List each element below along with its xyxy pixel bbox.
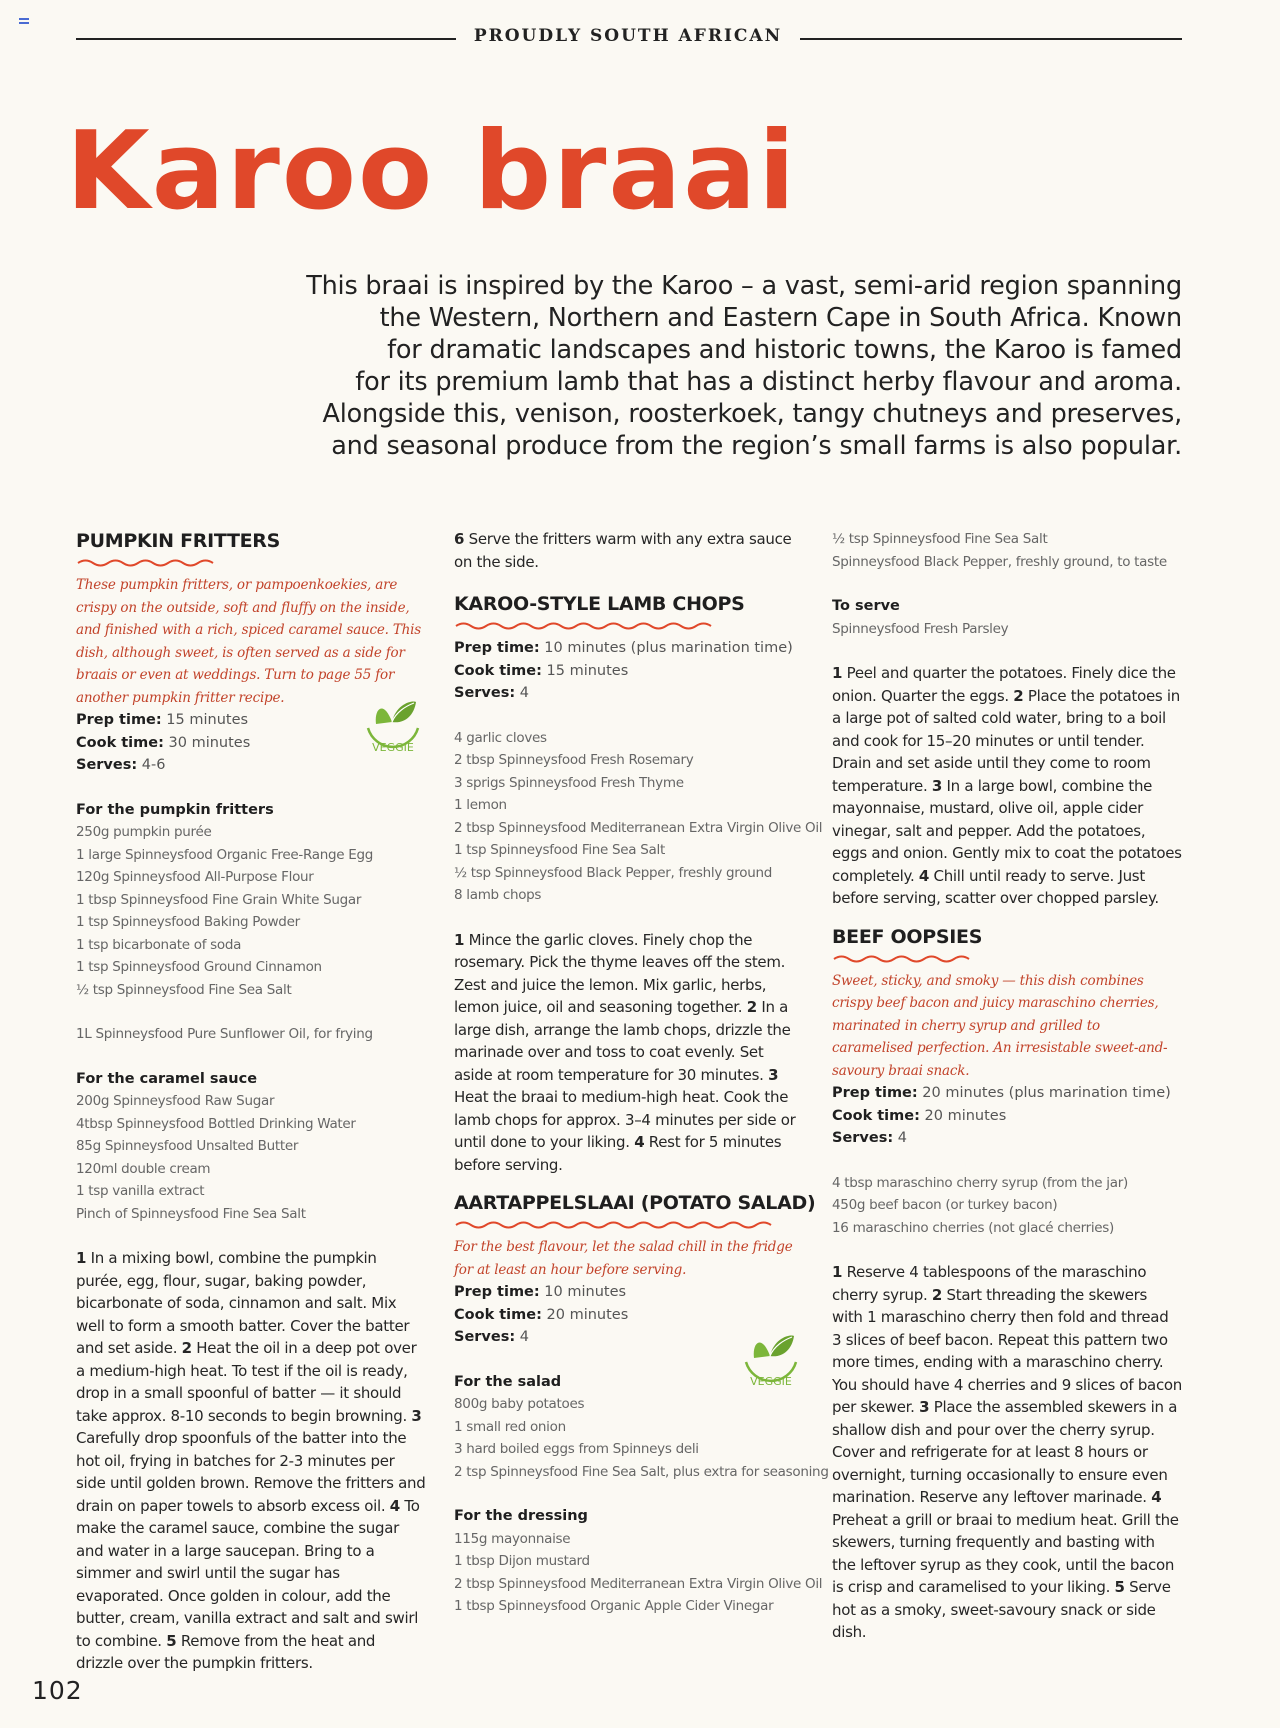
ingredient-list	[832, 528, 1182, 573]
menu-icon[interactable]	[19, 18, 29, 26]
page-number: 102	[32, 1676, 83, 1705]
ingredient-list	[454, 1528, 823, 1618]
ingredient-list	[76, 1090, 426, 1225]
ingredient-item: 1 tsp Spinneysfood Baking Powder	[76, 914, 300, 930]
serves: Serves: 4-6	[76, 757, 166, 773]
cook-time: Cook time: 20 minutes	[454, 1306, 629, 1323]
ingredient-item: ½ tsp Spinneysfood Fine Sea Salt	[76, 981, 292, 998]
ingredients-heading: To serve	[832, 598, 900, 614]
ingredient-item: Spinneysfood Fresh Parsley	[832, 620, 1009, 637]
ingredient-item: 8 lamb chops	[454, 887, 542, 903]
squiggle-divider	[76, 558, 216, 568]
serves: Serves: 4	[454, 685, 529, 701]
serves: Serves: 4	[454, 1329, 529, 1345]
ingredient-list	[76, 821, 426, 1046]
cook-time: Cook time: 15 minutes	[454, 662, 629, 679]
method-text: 1 In a mixing bowl, combine the pumpkin purée, egg, flour, sugar, baking powder, bicarbonate of soda, cinnamon and salt. Mix well to form a smooth batter. Cover the batter and set aside. 2 Heat the oil in a deep pot over a medium-high heat. To test if the oil is ready, drop in a small spoonful of batter — it should take approx. 8-10 seconds to begin browning. 3 Carefully drop spoonfuls of the batter into the hot oil, frying in batches for 2-3 minutes per side until golden brown. Remove the fritters and drain on paper towels to absorb excess oil. 4 To make the caramel sauce, combine the sugar and water in a large saucepan. Bring to a simmer and swirl until the sugar has evaporated. Once golden in colour, add the butter, cream, vanilla extract and salt and swirl to combine. 5 Remove from the heat and drizzle over the pumpkin fritters.	[76, 1249, 426, 1672]
ingredient-item: ½ tsp Spinneysfood Black Pepper, freshly ground	[454, 864, 772, 881]
ingredient-item: 1 small red onion	[454, 1418, 566, 1435]
ingredient-item: ½ tsp Spinneysfood Fine Sea Salt	[832, 531, 1048, 547]
ingredient-item: 250g pumpkin purée	[76, 824, 212, 840]
recipe-title-lamb-chops: KAROO-STYLE LAMB CHOPS	[454, 593, 745, 615]
ingredient-item: 1L Spinneysfood Pure Sunflower Oil, for frying	[76, 1026, 373, 1042]
ingredient-list	[454, 1393, 829, 1483]
ingredient-item: 3 hard boiled eggs from Spinneys deli	[454, 1441, 699, 1457]
ingredient-item: 3 sprigs Spinneysfood Fresh Thyme	[454, 774, 684, 791]
ingredient-item: 1 lemon	[454, 797, 507, 813]
prep-time: Prep time: 10 minutes (plus marination time)	[454, 640, 793, 656]
ingredient-list	[832, 1172, 1182, 1240]
intro-paragraph	[260, 270, 1182, 462]
ingredient-item: 1 tbsp Dijon mustard	[454, 1553, 590, 1569]
cook-time: Cook time: 30 minutes	[76, 734, 251, 751]
prep-time: Prep time: 20 minutes (plus marination time)	[832, 1085, 1171, 1101]
ingredient-item: Spinneysfood Black Pepper, freshly ground, to taste	[832, 553, 1167, 570]
squiggle-divider	[832, 954, 972, 964]
ingredient-item: 1 tbsp Spinneysfood Fine Grain White Sugar	[76, 891, 362, 908]
method-text: 1 Peel and quarter the potatoes. Finely dice the onion. Quarter the eggs. 2 Place the potatoes in a large pot of salted cold water, bring to a boil and cook for 15–20 minutes or until tender. Drain and set aside until they come to room temperature. 3 In a large bowl, combine the mayonnaise, mustard, olive oil, apple cider vinegar, salt and pepper. Add the potatoes, eggs and onion. Gently mix to coat the potatoes completely. 4 Chill until ready to serve. Just before serving, scatter over chopped parsley.	[832, 664, 1182, 907]
recipe-description: Sweet, sticky, and smoky — this dish combines crispy beef bacon and juicy maraschino cherries, marinated in cherry syrup and grilled to caramelised perfection. An irresistable sweet-and-savoury braai snack.	[832, 972, 1168, 1079]
prep-time: Prep time: 10 minutes	[454, 1284, 627, 1300]
intro-line: This braai is inspired by the Karoo – a vast, semi-arid region spanning	[306, 271, 1182, 301]
ingredient-item: 4 tbsp maraschino cherry syrup (from the jar)	[832, 1174, 1128, 1191]
ingredient-item: 1 tsp Spinneysfood Fine Sea Salt	[454, 842, 665, 858]
ingredient-item: 1 large Spinneysfood Organic Free-Range Egg	[76, 846, 374, 863]
ingredient-item: 1 tbsp Spinneysfood Organic Apple Cider Vinegar	[454, 1598, 774, 1614]
intro-line: Alongside this, venison, roosterkoek, tangy chutneys and preserves,	[322, 399, 1182, 429]
intro-line: for dramatic landscapes and historic towns, the Karoo is famed	[387, 335, 1182, 365]
veggie-badge	[362, 694, 424, 762]
ingredient-item: 2 tsp Spinneysfood Fine Sea Salt, plus extra for seasoning	[454, 1463, 829, 1480]
ingredient-list	[454, 727, 823, 907]
method-text-continued: 6 Serve the fritters warm with any extra sauce on the side.	[454, 530, 792, 571]
recipe-title-pumpkin-fritters: PUMPKIN FRITTERS	[76, 530, 281, 552]
svg-text:VEGGIE: VEGGIE	[372, 741, 414, 754]
recipe-description: These pumpkin fritters, or pampoenkoekies, are crispy on the outside, soft and fluffy on the inside, and finished with a rich, spiced caramel sauce. This dish, although sweet, is often served as a side for braais or even at weddings. Turn to page 55 for another pumpkin fritter recipe.	[76, 577, 422, 706]
ingredient-item: 800g baby potatoes	[454, 1396, 585, 1412]
ingredient-item: 4 garlic cloves	[454, 729, 547, 746]
method-text: 1 Mince the garlic cloves. Finely chop the rosemary. Pick the thyme leaves off the stem. Zest and juice the lemon. Mix garlic, herbs, lemon juice, oil and seasoning together. 2 In a large dish, arrange the lamb chops, drizzle the marinade over and toss to coat evenly. Set aside at room temperature for 30 minutes. 3 Heat the braai to medium-high heat. Cook the lamb chops for approx. 3–4 minutes per side or until done to your liking. 4 Rest for 5 minutes before serving.	[454, 930, 796, 1174]
ingredient-item: 2 tbsp Spinneysfood Fresh Rosemary	[454, 752, 694, 768]
ingredient-item: 1 tsp vanilla extract	[76, 1183, 205, 1199]
intro-line: and seasonal produce from the region’s small farms is also popular.	[331, 431, 1182, 461]
ingredient-item: 16 maraschino cherries (not glacé cherries)	[832, 1219, 1114, 1236]
leaf-icon	[376, 709, 392, 724]
ingredient-list	[832, 618, 1182, 641]
ingredients-heading: For the dressing	[454, 1508, 588, 1524]
header-rule-left	[76, 38, 456, 40]
ingredient-item: 2 tbsp Spinneysfood Mediterranean Extra Virgin Olive Oil	[454, 819, 823, 836]
ingredient-item: 200g Spinneysfood Raw Sugar	[76, 1093, 275, 1109]
ingredient-item: 1 tsp bicarbonate of soda	[76, 936, 242, 953]
leaf-icon	[754, 1343, 770, 1358]
recipe-description: For the best flavour, let the salad chill in the fridge for at least an hour before serving.	[454, 1239, 793, 1278]
ingredient-item: 1 tsp Spinneysfood Ground Cinnamon	[76, 959, 322, 975]
ingredients-heading: For the salad	[454, 1373, 562, 1390]
page-title: Karoo braai	[66, 109, 798, 234]
column-3	[832, 528, 1182, 1644]
ingredient-item: 120ml double cream	[76, 1160, 211, 1177]
prep-time: Prep time: 15 minutes	[76, 712, 249, 728]
ingredient-item: 115g mayonnaise	[454, 1530, 571, 1547]
ingredient-item: 120g Spinneysfood All-Purpose Flour	[76, 869, 314, 885]
intro-line: for its premium lamb that has a distinct herby flavour and aroma.	[355, 367, 1182, 397]
recipe-title-beef-oopsies: BEEF OOPSIES	[832, 925, 983, 948]
squiggle-divider	[454, 621, 714, 631]
squiggle-divider	[454, 1220, 774, 1230]
ingredients-heading: For the caramel sauce	[76, 1070, 258, 1087]
svg-text:VEGGIE: VEGGIE	[750, 1375, 792, 1388]
header-rule-right	[800, 38, 1182, 40]
recipe-title-potato-salad: AARTAPPELSLAAI (POTATO SALAD)	[454, 1192, 816, 1214]
intro-line: the Western, Northern and Eastern Cape in South Africa. Known	[379, 303, 1182, 333]
section-header: PROUDLY SOUTH AFRICAN	[473, 26, 783, 46]
cook-time: Cook time: 20 minutes	[832, 1107, 1007, 1124]
ingredient-item: Pinch of Spinneysfood Fine Sea Salt	[76, 1205, 306, 1222]
ingredient-item: 450g beef bacon (or turkey bacon)	[832, 1197, 1058, 1213]
method-text: 1 Reserve 4 tablespoons of the maraschino cherry syrup. 2 Start threading the skewers with 1 maraschino cherry then fold and thread 3 slices of beef bacon. Repeat this pattern two more times, ending with a maraschino cherry. You should have 4 cherries and 9 slices of bacon per skewer. 3 Place the assembled skewers in a shallow dish and pour over the cherry syrup. Cover and refrigerate for at least 8 hours or overnight, turning occasionally to ensure even marination. Reserve any leftover marinade. 4 Preheat a grill or braai to medium heat. Grill the skewers, turning frequently and basting with the leftover syrup as they cook, until the bacon is crisp and caramelised to your liking. 5 Serve hot as a smoky, sweet-savoury snack or side dish.	[832, 1263, 1182, 1641]
ingredient-item: 85g Spinneysfood Unsalted Butter	[76, 1138, 299, 1154]
column-2	[454, 528, 829, 1618]
serves: Serves: 4	[832, 1130, 907, 1146]
ingredients-heading: For the pumpkin fritters	[76, 801, 274, 818]
ingredient-item: 2 tbsp Spinneysfood Mediterranean Extra Virgin Olive Oil	[454, 1575, 823, 1592]
spacer	[76, 1001, 426, 1023]
veggie-badge	[740, 1328, 802, 1396]
ingredient-item: 4tbsp Spinneysfood Bottled Drinking Water	[76, 1115, 356, 1132]
